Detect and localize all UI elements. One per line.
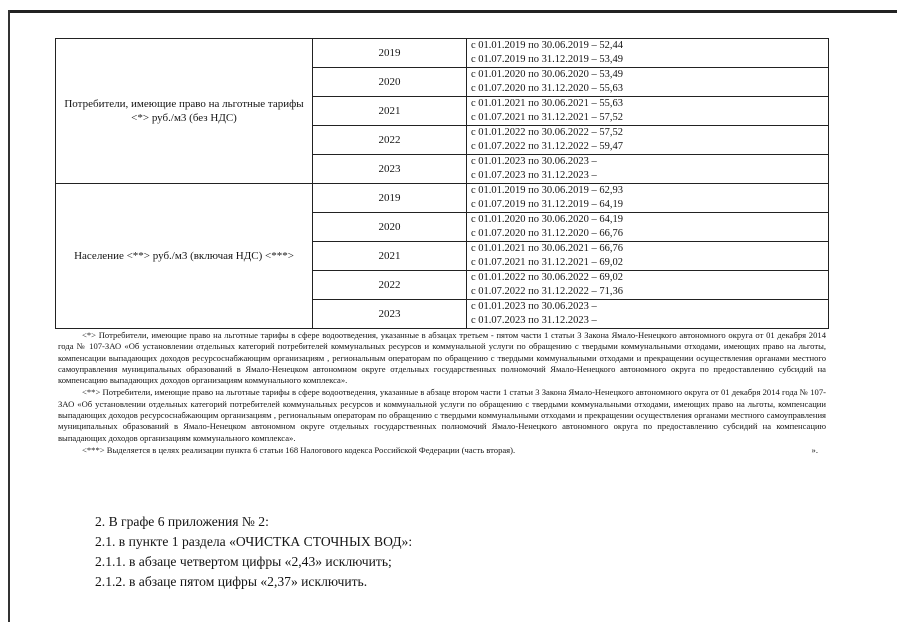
tariff-year: 2023 — [313, 155, 467, 184]
amendments — [95, 512, 795, 592]
tariff-periods — [467, 155, 829, 184]
tariff-periods — [467, 271, 829, 300]
tariff-period-value: с 01.07.2022 по 31.12.2022 – 71,36 — [471, 286, 624, 297]
tariff-year: 2023 — [313, 300, 467, 329]
amendment-item-2-1-1: 2.1.1. в абзаце четвертом цифры «2,43» исключить; — [95, 554, 392, 569]
footnotes — [58, 330, 826, 457]
amendment-item-2-1: 2.1. в пункте 1 раздела «ОЧИСТКА СТОЧНЫХ ВОД»: — [95, 534, 413, 549]
tariff-period-value: с 01.07.2020 по 31.12.2020 – 55,63 — [471, 83, 624, 94]
tariff-year: 2020 — [313, 213, 467, 242]
tariff-year: 2020 — [313, 68, 467, 97]
tariff-year: 2022 — [313, 271, 467, 300]
tariff-periods — [467, 68, 829, 97]
tariff-period-value: с 01.01.2021 по 30.06.2021 – 55,63 — [471, 98, 624, 109]
tariff-table — [55, 38, 829, 329]
page-left-border — [8, 10, 10, 622]
tariff-period-value: с 01.01.2019 по 30.06.2019 – 62,93 — [471, 185, 624, 196]
tariff-period-value: с 01.07.2019 по 31.12.2019 – 64,19 — [471, 199, 624, 210]
footnote-privileged: <*> Потребители, имеющие право на льготные тарифы в сфере водоотведения, указанные в абзацах третьем - пятом части 1 статьи 3 Закона Ямало-Ненецкого автономного округа от 01 декабря 2014 года № 107-ЗАО «Об установлении отдельных категорий потребителей коммунальных ресурсов и коммунальной услуги по обращению с твердыми коммунальными отходами, имеющих право на льготы, компенсации выпадающих доходов ресурсоснабжающим организациям , региональным операторам по обращению с твердыми коммунальными отходами и прекращении осуществления органами местного самоуправления муниципальных образований в Ямало-Ненецком автономном округе отдельных государственных полномочий Ямало-Ненецкого автономного округа по предоставлению субсидий на компенсацию выпадающих доходов организациям коммунального комплекса». — [58, 330, 826, 386]
tariff-row — [56, 184, 829, 213]
page-top-border — [8, 10, 897, 13]
tariff-periods — [467, 184, 829, 213]
tariff-periods — [467, 39, 829, 68]
tariff-period-value: с 01.01.2020 по 30.06.2020 – 64,19 — [471, 214, 624, 225]
footnote-vat-text: <***> Выделяется в целях реализации пункта 6 статьи 168 Налогового кодекса Российской Федерации (часть вторая). — [82, 444, 516, 455]
tariff-period-value: с 01.07.2021 по 31.12.2021 – 69,02 — [471, 257, 624, 268]
tariff-period-value: с 01.01.2022 по 30.06.2022 – 69,02 — [471, 272, 624, 283]
footnote-population: <**> Потребители, имеющие право на льготные тарифы в сфере водоотведения, указанные в абзаце втором части 1 статьи 3 Закона Ямало-Ненецкого автономного округа от 01 декабря 2014 года № 107-ЗАО «Об установлении отдельных категорий потребителей коммунальных ресурсов и коммунальной услуги по обращению с твердыми коммунальными отходами, имеющих право на льготы, компенсации выпадающих доходов ресурсоснабжающим организациям , региональным операторам по обращению с твердыми коммунальными отходами и прекращении осуществления органами местного самоуправления муниципальных образований в Ямало-Ненецком автономном округе отдельных государственных полномочий Ямало-Ненецкого автономного округа по предоставлению субсидий на компенсацию выпадающих доходов организациям коммунального комплекса». — [58, 387, 826, 443]
tariff-periods — [467, 242, 829, 271]
tariff-period-value: с 01.01.2023 по 30.06.2023 – — [471, 156, 597, 167]
tariff-periods — [467, 97, 829, 126]
tariff-period-value: с 01.07.2020 по 31.12.2020 – 66,76 — [471, 228, 624, 239]
tariff-period-value: с 01.07.2022 по 31.12.2022 – 59,47 — [471, 141, 624, 152]
tariff-table-body — [56, 39, 829, 329]
tariff-period-value: с 01.01.2023 по 30.06.2023 – — [471, 301, 597, 312]
consumer-group-label: Потребители, имеющие право на льготные тарифы <*> руб./м3 (без НДС) — [56, 39, 313, 184]
tariff-year: 2019 — [313, 39, 467, 68]
tariff-periods — [467, 213, 829, 242]
footnote-vat — [58, 445, 826, 456]
tariff-period-value: с 01.07.2023 по 31.12.2023 – — [471, 315, 597, 326]
tariff-period-value: с 01.01.2022 по 30.06.2022 – 57,52 — [471, 127, 624, 138]
footnote-closing-quote: ». — [811, 444, 818, 455]
tariff-periods — [467, 126, 829, 155]
tariff-year: 2021 — [313, 242, 467, 271]
amendment-item-2-1-2: 2.1.2. в абзаце пятом цифры «2,37» исключить. — [95, 574, 368, 589]
tariff-year: 2021 — [313, 97, 467, 126]
tariff-row — [56, 39, 829, 68]
tariff-year: 2022 — [313, 126, 467, 155]
tariff-year: 2019 — [313, 184, 467, 213]
tariff-period-value: с 01.01.2020 по 30.06.2020 – 53,49 — [471, 69, 624, 80]
tariff-period-value: с 01.07.2019 по 31.12.2019 – 53,49 — [471, 54, 624, 65]
tariff-period-value: с 01.01.2021 по 30.06.2021 – 66,76 — [471, 243, 624, 254]
tariff-period-value: с 01.07.2021 по 31.12.2021 – 57,52 — [471, 112, 624, 123]
tariff-period-value: с 01.01.2019 по 30.06.2019 – 52,44 — [471, 40, 624, 51]
amendment-item-2: 2. В графе 6 приложения № 2: — [95, 514, 269, 529]
tariff-periods — [467, 300, 829, 329]
consumer-group-label: Население <**> руб./м3 (включая НДС) <***> — [56, 184, 313, 329]
tariff-period-value: с 01.07.2023 по 31.12.2023 – — [471, 170, 597, 181]
